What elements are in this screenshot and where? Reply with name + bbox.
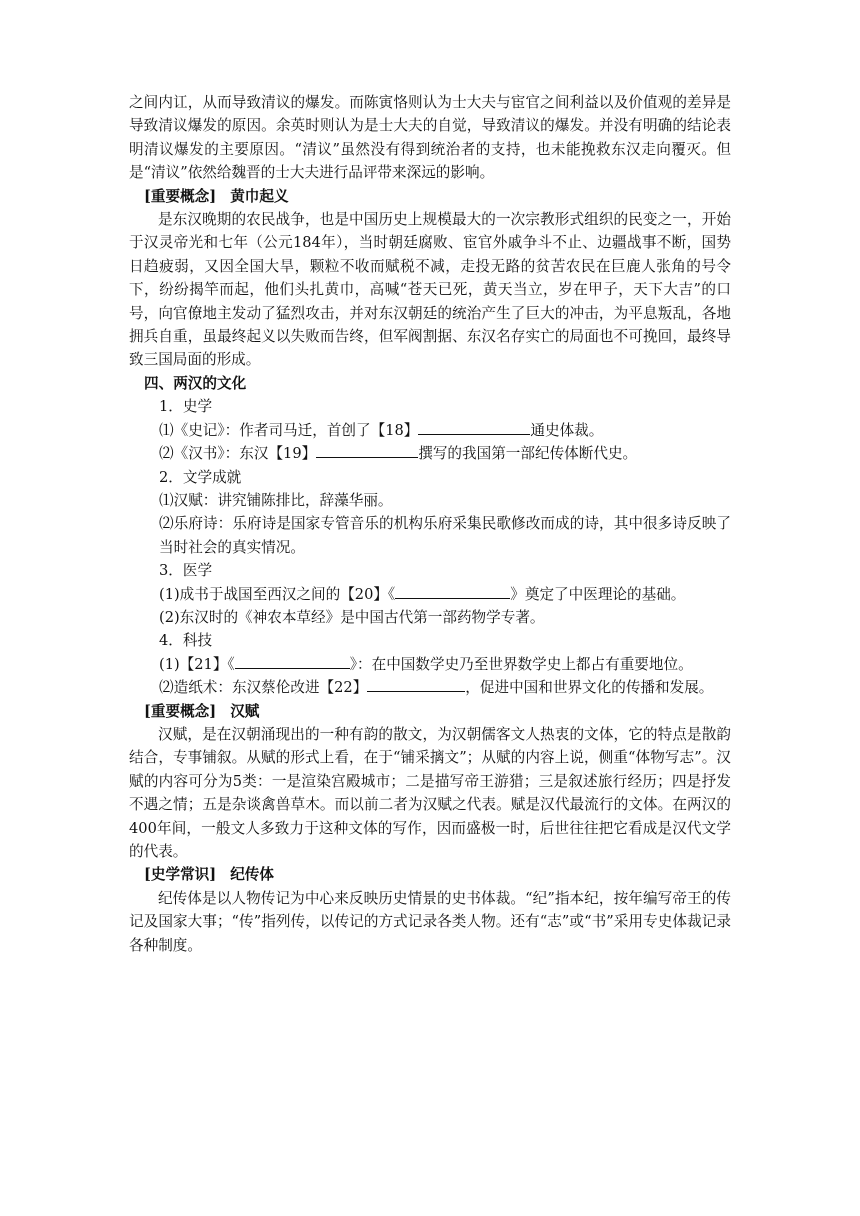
concept-tag: [重要概念] (144, 187, 217, 205)
item-shennong: (2)东汉时的《神农本草经》是中国古代第一部药物学专著。 (159, 608, 545, 626)
item-math-book (129, 653, 731, 676)
item-text: 》奠定了中医理论的基础。 (510, 585, 686, 603)
item-huangdi-neijing (129, 583, 731, 606)
concept-tag: [重要概念] (144, 702, 217, 720)
item-hanshu (129, 442, 731, 465)
document-page (129, 91, 731, 957)
item-text: 撰写的我国第一部纪传体断代史。 (418, 445, 638, 463)
blank-20[interactable] (395, 583, 510, 599)
subheading-literature: 2．文学成就 (159, 468, 242, 486)
concept-heading-huangjin (129, 185, 731, 208)
blank-22[interactable] (367, 676, 465, 692)
item-text: (1)成书于战国至西汉之间的【20】《 (159, 585, 396, 603)
paragraph-hanfu: 汉赋，是在汉朝涌现出的一种有韵的散文，为汉朝儒客文人热衷的文体，它的特点是散韵结合，专事铺叙。从赋的形式上看，在于“铺采摛文”；从赋的内容上说，侧重“体物写志”。汉赋的内容可分为5类：一是渲染宫殿城市；二是描写帝王游猎；三是叙述旅行经历；四是抒发不遇之情；五是杂谈禽兽草木。而以前二者为汉赋之代表。赋是汉代最流行的文体。在两汉的400年间，一般文人多致力于这种文体的写作，因而盛极一时，后世往往把它看成是汉代文学的代表。 (129, 725, 731, 860)
concept-heading-jizhuanti (129, 863, 731, 886)
item-yuefu: ⑵乐府诗：乐府诗是国家专管音乐的机构乐府采集民歌修改而成的诗，其中很多诗反映了当时社会的真实情况。 (159, 515, 731, 556)
blank-21[interactable] (235, 653, 350, 669)
concept-tag: [史学常识] (144, 866, 217, 884)
concept-title: 汉赋 (230, 702, 260, 720)
item-text: 》：在中国数学史乃至世界数学史上都占有重要地位。 (349, 655, 693, 673)
paragraph-jizhuanti: 纪传体是以人物传记为中心来反映历史情景的史书体裁。“纪”指本纪，按年编写帝王的传记及国家大事；“传”指列传，以传记的方式记录各类人物。还有“志”或“书”采用专史体裁记录各种制度。 (129, 889, 731, 954)
item-text: (1)【21】《 (159, 655, 235, 673)
subheading-technology: 4．科技 (159, 632, 213, 650)
subheading-medicine: 3．医学 (159, 562, 213, 580)
blank-18[interactable] (418, 419, 530, 435)
paragraph-qingyi: 之间内讧，从而导致清议的爆发。而陈寅恪则认为士大夫与宦官之间利益以及价值观的差异是导致清议爆发的原因。余英时则认为是士大夫的自觉，导致清议的爆发。并没有明确的结论表明清议爆发的主要原因。“清议”虽然没有得到统治者的支持，也未能挽救东汉走向覆灭。但是“清议”依然给魏晋的士大夫进行品评带来深远的影响。 (129, 94, 731, 182)
item-text: ，促进中国和世界文化的传播和发展。 (465, 679, 714, 697)
item-papermaking (129, 676, 731, 699)
item-text: ⑵造纸术：东汉蔡伦改进【22】 (159, 679, 368, 697)
item-text: ⑴《史记》：作者司马迁，首创了【18】 (159, 421, 419, 439)
concept-title: 黄巾起义 (230, 187, 289, 205)
section-heading-culture: 四、两汉的文化 (144, 374, 247, 392)
blank-19[interactable] (316, 442, 418, 458)
item-text: 通史体裁。 (530, 421, 604, 439)
item-hanfu: ⑴汉赋：讲究铺陈排比，辞藻华丽。 (159, 491, 393, 509)
item-shiji (129, 419, 731, 442)
concept-heading-hanfu (129, 700, 731, 723)
concept-title: 纪传体 (230, 866, 274, 884)
subheading-history: 1．史学 (159, 398, 213, 416)
item-text: ⑵《汉书》：东汉【19】 (159, 445, 317, 463)
paragraph-huangjin: 是东汉晚期的农民战争，也是中国历史上规模最大的一次宗教形式组织的民变之一，开始于汉灵帝光和七年（公元184年），当时朝廷腐败、宦官外戚争斗不止、边疆战事不断，国势日趋疲弱，又因全国大旱，颗粒不收而赋税不减，走投无路的贫苦农民在巨鹿人张角的号令下，纷纷揭竿而起，他们头扎黄巾，高喊“苍天已死，黄天当立，岁在甲子，天下大吉”的口号，向官僚地主发动了猛烈攻击，并对东汉朝廷的统治产生了巨大的冲击，为平息叛乱，各地拥兵自重，虽最终起义以失败而告终，但军阀割据、东汉名存实亡的局面也不可挽回，最终导致三国局面的形成。 (129, 211, 731, 369)
